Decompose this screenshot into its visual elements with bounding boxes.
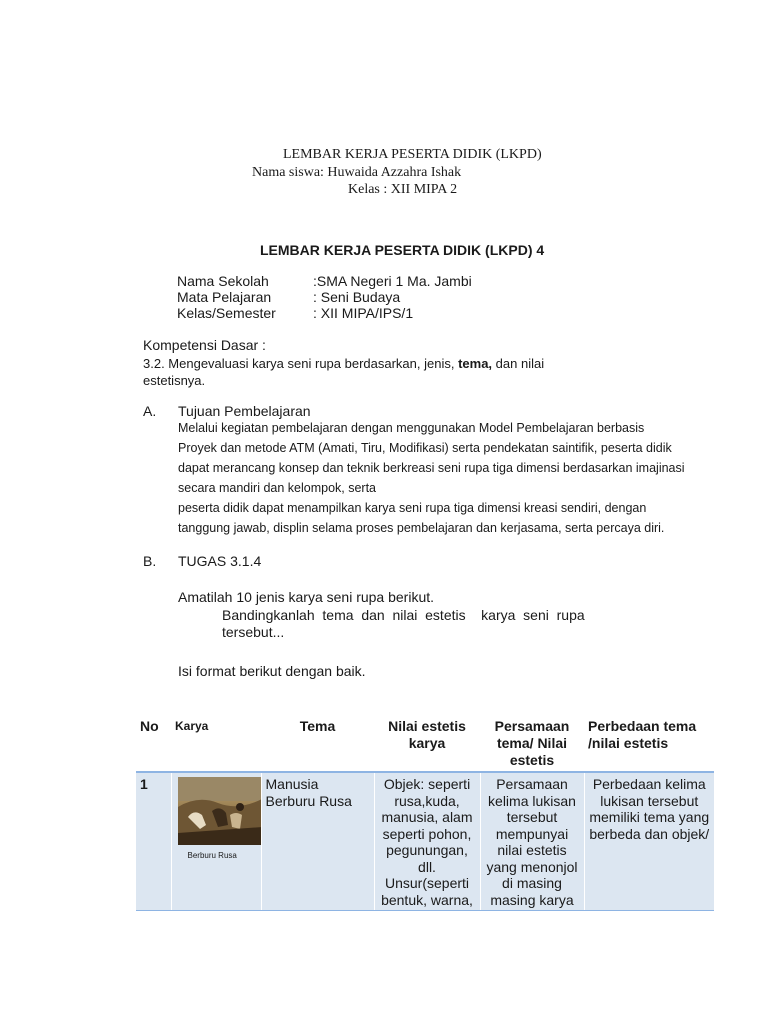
kompetensi-text <box>143 356 683 372</box>
task-instruction-observe: Amatilah 10 jenis karya seni rupa berikut. <box>178 589 435 605</box>
col-header-karya: Karya <box>171 712 261 772</box>
paragraph-line: dapat merancang konsep dan teknik berkreasi seni rupa tiga dimensi berdasarkan imajinasi <box>178 461 685 475</box>
paragraph-line: secara mandiri dan kelompok, serta <box>178 481 377 495</box>
section-a-heading: Tujuan Pembelajaran <box>178 403 311 419</box>
cell-nilai <box>374 772 480 911</box>
col-header-tema: Tema <box>261 712 374 772</box>
info-label: Nama Sekolah <box>177 273 269 289</box>
cell-perbedaan: Perbedaan kelima lukisan tersebut memiliki tema yang berbeda dan objek/ <box>584 772 714 911</box>
artwork-cell <box>171 772 261 911</box>
comparison-table <box>136 712 714 911</box>
task-instruction-compare: Bandingkanlah tema dan nilai estetis karya seni rupa <box>222 607 585 623</box>
header-line-title: LEMBAR KERJA PESERTA DIDIK (LKPD) <box>283 147 542 162</box>
artwork-image <box>178 777 262 845</box>
info-value: : Seni Budaya <box>313 289 401 305</box>
info-value: :SMA Negeri 1 Ma. Jambi <box>313 273 472 289</box>
col-header-nilai: Nilai estetis karya <box>374 712 480 772</box>
section-b-heading: TUGAS 3.1.4 <box>178 553 262 569</box>
cell-tema: Manusia Berburu Rusa <box>261 772 374 911</box>
paragraph-line: peserta didik dapat menampilkan karya seni rupa tiga dimensi kreasi sendiri, dengan <box>178 501 647 515</box>
artwork-caption: Berburu Rusa <box>187 851 237 860</box>
header-line-student: Nama siswa: Huwaida Azzahra Ishak <box>252 165 462 180</box>
row-number: 1 <box>136 772 171 911</box>
cell-nilai-part2: Unsur(seperti bentuk, warna, <box>381 875 473 908</box>
table-row <box>136 772 714 911</box>
col-header-persamaan: Persamaan tema/ Nilai estetis <box>480 712 584 772</box>
info-label: Kelas/Semester <box>177 305 276 321</box>
task-instruction-compare-cont: tersebut... <box>222 624 285 640</box>
section-a-paragraph <box>178 418 718 538</box>
paragraph-line: Proyek dan metode ATM (Amati, Tiru, Modifikasi) serta pendekatan saintifik, peserta didik <box>178 441 672 455</box>
kompetensi-heading: Kompetensi Dasar : <box>143 337 266 353</box>
kompetensi-text-line2: estetisnya. <box>143 373 206 388</box>
hunting-scene-image <box>178 777 262 845</box>
page-title: LEMBAR KERJA PESERTA DIDIK (LKPD) 4 <box>260 242 545 258</box>
paragraph-line: Melalui kegiatan pembelajaran dengan menggunakan Model Pembelajaran berbasis <box>178 421 645 435</box>
info-label: Mata Pelajaran <box>177 289 272 305</box>
kompetensi-text-part: 3.2. Mengevaluasi karya seni rupa berdasarkan, jenis, <box>143 356 459 371</box>
cell-nilai-part1: Objek: seperti rusa,kuda, manusia, alam seperti pohon, pegunungan, dll. <box>381 776 473 875</box>
paragraph-line: tanggung jawab, displin selama proses pembelajaran dan kerjasama, serta percaya diri. <box>178 521 665 535</box>
kompetensi-text-part: dan nilai <box>492 356 545 371</box>
header-line-class: Kelas : XII MIPA 2 <box>348 182 458 197</box>
task-instruction-fill: Isi format berikut dengan baik. <box>178 663 366 679</box>
table-header-row <box>136 712 714 772</box>
info-value: : XII MIPA/IPS/1 <box>313 305 414 321</box>
cell-persamaan: Persamaan kelima lukisan tersebut mempunyai nilai estetis yang menonjol di masing masing karya <box>480 772 584 911</box>
col-header-no: No <box>136 712 171 772</box>
kompetensi-bold: tema, <box>458 356 493 371</box>
section-a-marker: A. <box>143 403 157 419</box>
col-header-perbedaan: Perbedaan tema /nilai estetis <box>584 712 714 772</box>
section-b-marker: B. <box>143 553 157 569</box>
